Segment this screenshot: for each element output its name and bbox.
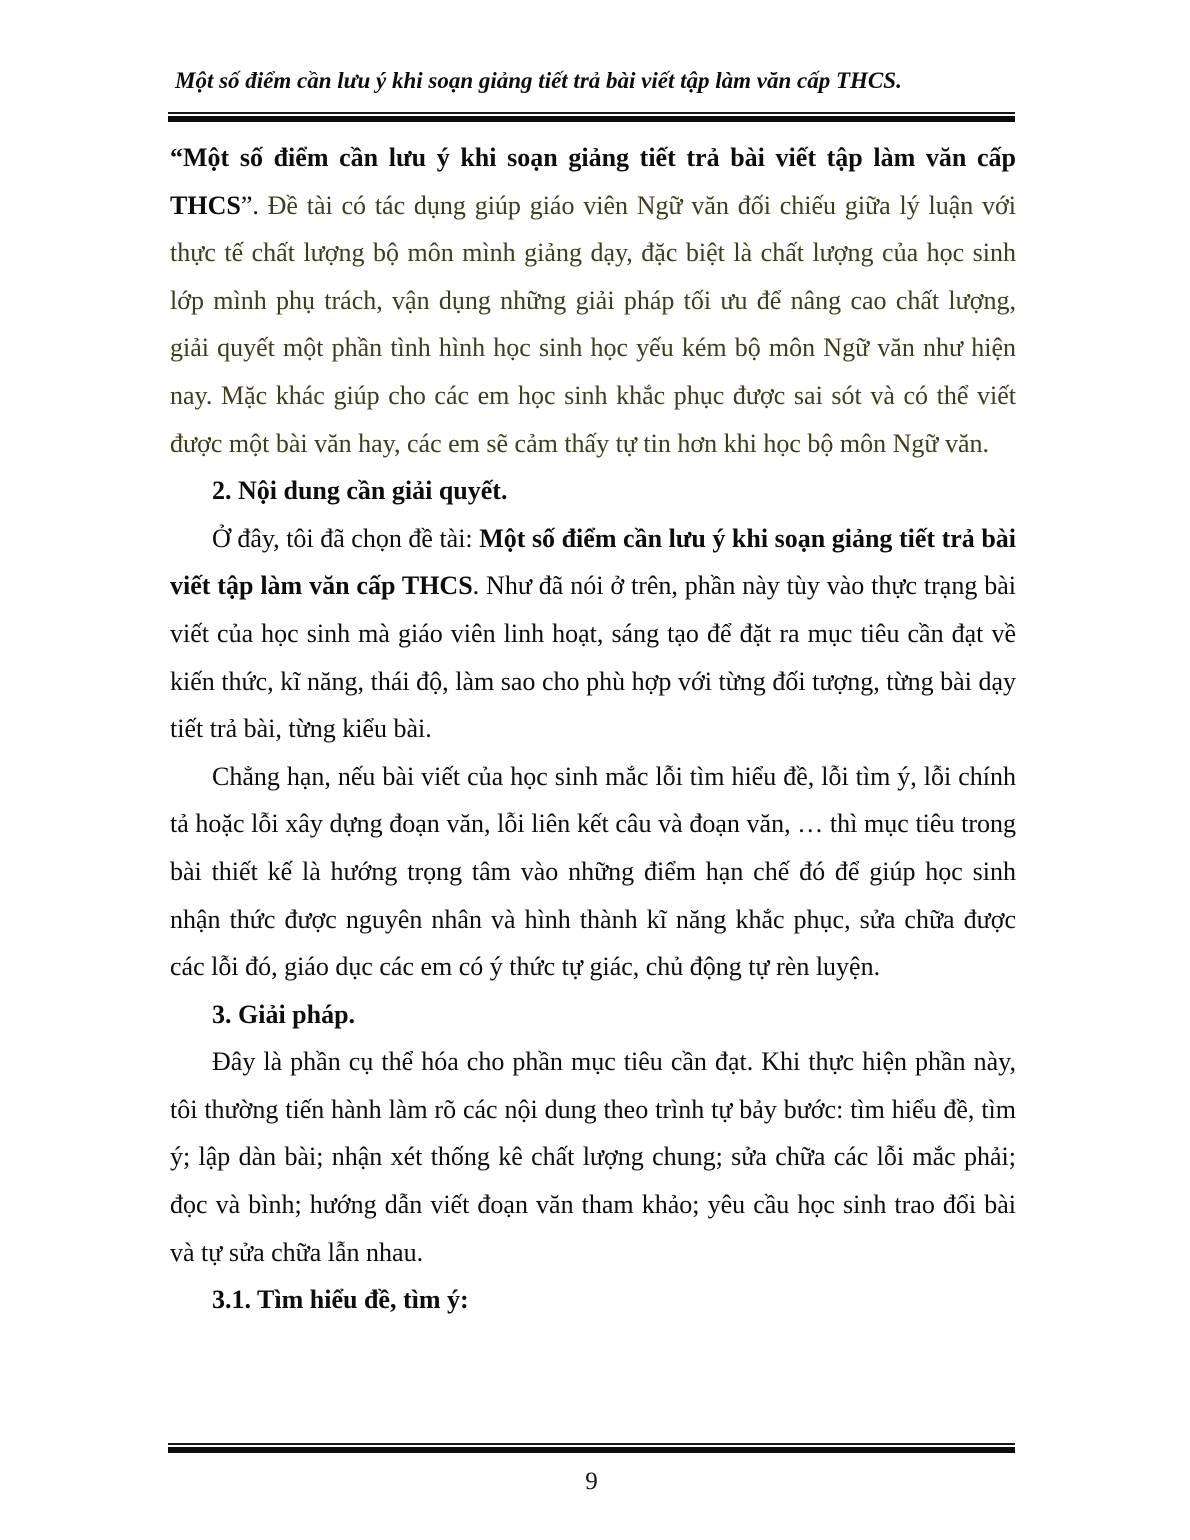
header-rule-thin-line <box>168 112 1015 114</box>
paragraph <box>170 515 1016 753</box>
footer-rule-thin-line <box>168 1443 1015 1445</box>
page-number: 9 <box>585 1468 598 1495</box>
text-run: Một số điểm cần lưu ý khi soạn giảng tiết trả bài viết tập làm văn cấp THCS <box>170 523 1017 601</box>
running-header-title: Một số điểm cần lưu ý khi soạn giảng tiết trả bài viết tập làm văn cấp THCS. <box>175 68 902 93</box>
text-run: Ở đây, tôi đã chọn đề tài: <box>212 523 480 553</box>
document-body <box>170 134 1016 1324</box>
text-run: “Một số điểm cần lưu ý khi soạn giảng tiết trả bài viết tập làm văn cấp THCS <box>170 143 1016 220</box>
text-run: Chẳng hạn, nếu bài viết của học sinh mắc lỗi tìm hiểu đề, lỗi tìm ý, lỗi chính tả hoặc lỗi xây dựng đoạn văn, lỗi liên kết câu và đoạn văn, … thì mục tiêu trong bài thiết kế là hướng trọng tâm vào những điểm hạn chế đó để giúp học sinh nhận thức được nguyên nhân và hình thành kĩ năng khắc phục, sửa chữa được các lỗi đó, giáo dục các em có ý thức tự giác, chủ động tự rèn luyện. <box>170 761 1016 982</box>
text-run: Đây là phần cụ thể hóa cho phần mục tiêu cần đạt. Khi thực hiện phần này, tôi thường tiến hành làm rõ các nội dung theo trình tự bảy bước: tìm hiểu đề, tìm ý; lập dàn bài; nhận xét thống kê chất lượng chung; sửa chữa các lỗi mắc phải; đọc và bình; hướng dẫn viết đoạn văn tham khảo; yêu cầu học sinh trao đổi bài và tự sửa chữa lẫn nhau. <box>170 1047 1016 1267</box>
text-run: Đề tài có tác dụng giúp giáo viên Ngữ văn đối chiếu giữa lý luận với thực tế chất lượng bộ môn mình giảng dạy, đặc biệt là chất lượng của học sinh lớp mình phụ trách, vận dụng những giải pháp tối ưu để nâng cao chất lượng, giải quyết một phần tình hình học sinh học yếu kém bộ môn Ngữ văn như hiện nay. Mặc khác giúp cho các em học sinh khắc phục được sai sót và có thể viết được một bài văn hay, các em sẽ cảm thấy tự tin hơn khi học bộ môn Ngữ văn. <box>170 190 1016 458</box>
text-run: 2. Nội dung cần giải quyết. <box>212 476 508 506</box>
text-run: ”. <box>240 190 268 220</box>
paragraph <box>170 753 1016 991</box>
footer-rule <box>168 1443 1015 1453</box>
text-run: 3. Giải pháp. <box>212 999 356 1029</box>
footer-rule-thick-line <box>168 1447 1015 1453</box>
section-heading <box>170 991 1016 1039</box>
text-run: 3.1. Tìm hiểu đề, tìm ý: <box>212 1285 469 1315</box>
paragraph <box>170 134 1016 467</box>
header-rule <box>168 112 1015 122</box>
header-rule-thick-line <box>168 116 1015 122</box>
section-heading <box>170 467 1016 515</box>
paragraph <box>170 1038 1016 1276</box>
text-run: . Như đã nói ở trên, phần này tùy vào thực trạng bài viết của học sinh mà giáo viên linh hoạt, sáng tạo để đặt ra mục tiêu cần đạt về kiến thức, kĩ năng, thái độ, làm sao cho phù hợp với từng đối tượng, từng bài dạy tiết trả bài, từng kiểu bài. <box>170 571 1016 744</box>
section-heading <box>170 1276 1016 1324</box>
